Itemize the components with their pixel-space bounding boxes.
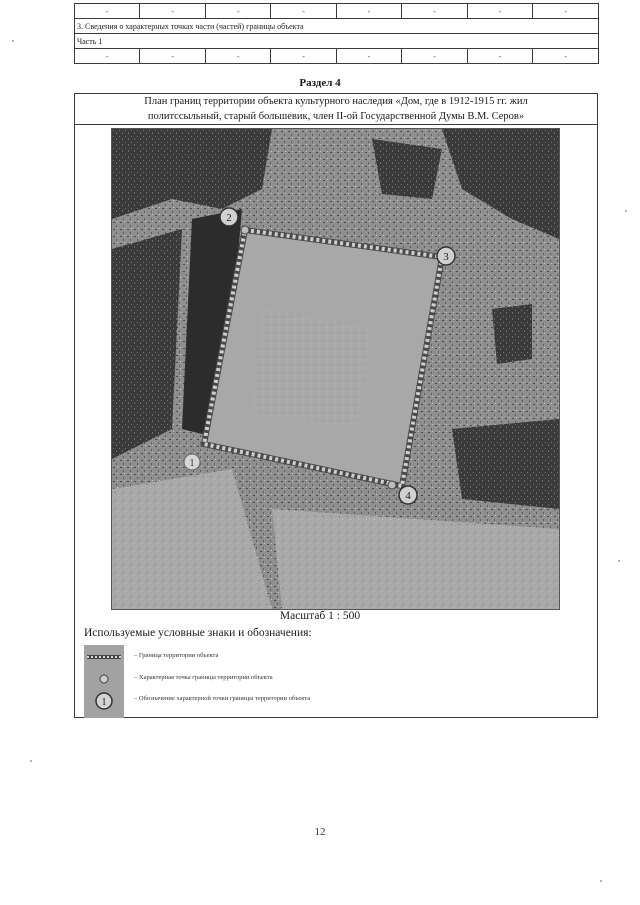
plan-title <box>74 93 598 125</box>
table-cell: - <box>336 49 401 64</box>
table-cell: - <box>271 49 336 64</box>
table-section-heading: 3. Сведения о характерных точках части (частей) границы объекта <box>75 19 599 34</box>
section-title: Раздел 4 <box>299 77 341 89</box>
point-label: 3 <box>443 251 449 263</box>
legend-title: Используемые условные знаки и обозначения: <box>84 627 312 639</box>
table-cell: - <box>402 49 467 64</box>
map-dark-area <box>112 229 182 459</box>
scan-noise <box>618 560 620 562</box>
scan-noise <box>625 210 627 212</box>
table-cell: - <box>533 49 599 64</box>
point-label: 4 <box>405 490 411 502</box>
table-row <box>75 49 599 64</box>
table-part-label: Часть 1 <box>75 34 599 49</box>
map-image <box>112 129 559 609</box>
table-cell: - <box>75 4 140 19</box>
point-icon <box>100 675 108 683</box>
parcel-texture <box>252 309 372 429</box>
table-cell: - <box>75 49 140 64</box>
boundary-point-2 <box>220 208 238 226</box>
legend-item-boundary: – Граница территории объекта <box>134 652 219 659</box>
legend-item-numbered-point: – Обозначение характерной точки границы территории объекта <box>134 695 311 702</box>
table-row <box>75 34 599 49</box>
page-number: 12 <box>314 826 326 838</box>
table-cell: - <box>271 4 336 19</box>
numbered-point-icon <box>96 693 112 709</box>
boundary-point-3 <box>437 247 455 265</box>
table-row <box>75 19 599 34</box>
legend-symbols-panel <box>84 645 124 718</box>
table-cell: - <box>467 49 532 64</box>
boundary-vertex <box>388 481 396 489</box>
table-cell: - <box>533 4 599 19</box>
boundary-point-4 <box>399 486 417 504</box>
point-label: 1 <box>189 458 195 469</box>
characteristic-points-table <box>74 3 599 64</box>
table-row <box>75 4 599 19</box>
scan-noise <box>12 40 14 42</box>
boundary-map <box>111 128 560 610</box>
table-cell: - <box>140 49 205 64</box>
table-cell: - <box>336 4 401 19</box>
map-building <box>492 304 532 364</box>
scan-noise <box>600 880 602 882</box>
plan-title-line-1: План границ территории объекта культурного наследия «Дом, где в 1912-1915 гг. жил <box>144 96 528 107</box>
table-cell: - <box>205 4 270 19</box>
legend-item-point: – Характерная точка границы территории объекта <box>134 674 273 681</box>
plan-title-line-2: политссыльный, старый большевик, член II-ой Государственной Думы В.М. Серов» <box>147 111 525 122</box>
boundary-point-1 <box>184 454 200 470</box>
point-label: 2 <box>226 212 232 224</box>
map-building <box>452 419 559 509</box>
table-cell: - <box>402 4 467 19</box>
boundary-vertex <box>241 226 249 234</box>
table-cell: - <box>205 49 270 64</box>
map-scale: Масштаб 1 : 500 <box>279 610 361 622</box>
table-cell: - <box>140 4 205 19</box>
map-building <box>372 139 442 199</box>
svg-text:1: 1 <box>101 697 107 708</box>
table-cell: - <box>467 4 532 19</box>
scan-noise <box>30 760 32 762</box>
